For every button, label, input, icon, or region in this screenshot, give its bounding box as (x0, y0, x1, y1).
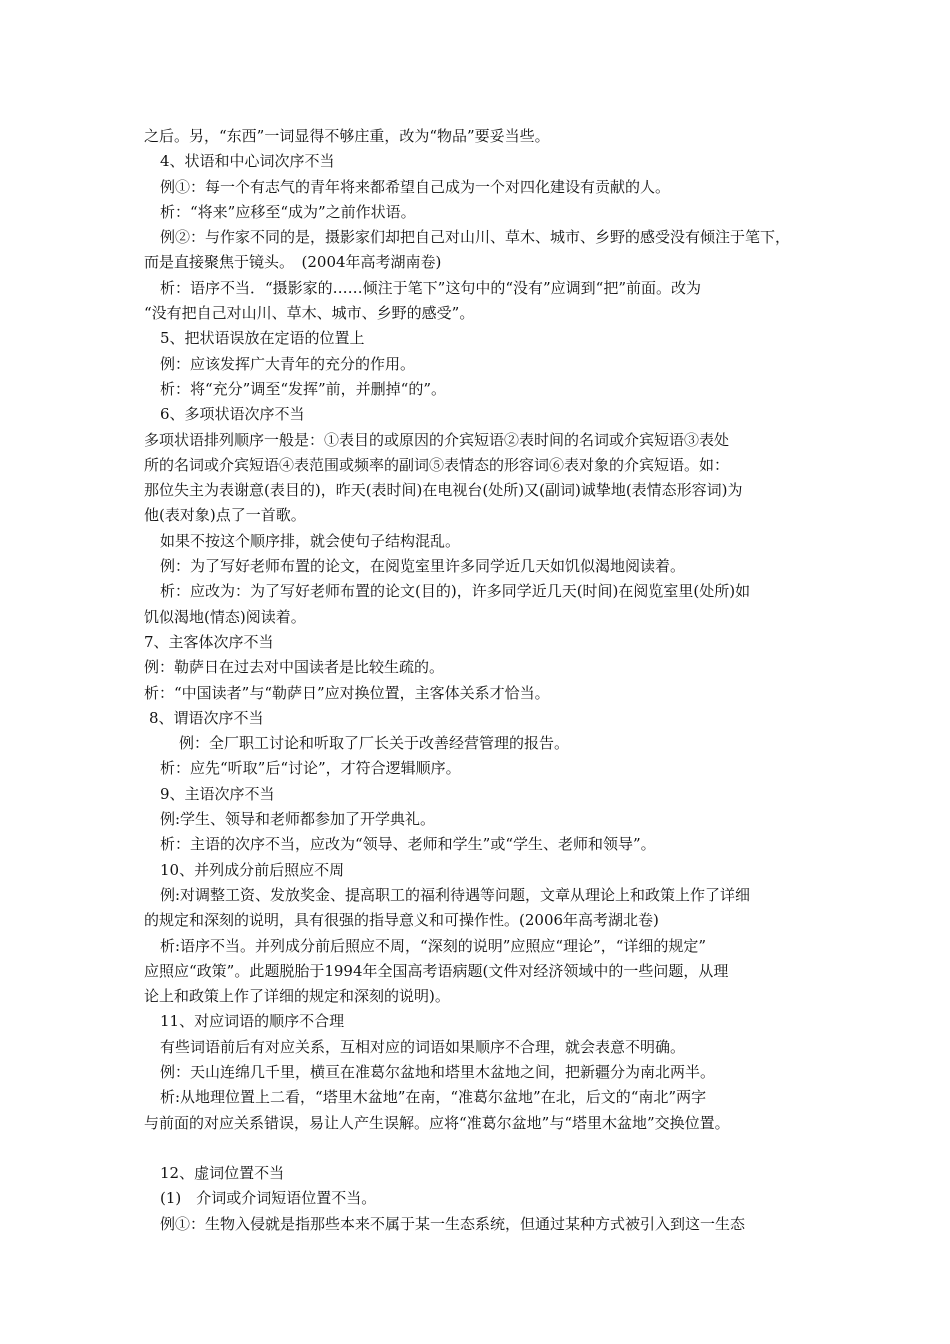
text-line: “没有把自己对山川、草木、城市、乡野的感受”。 (144, 304, 475, 323)
section-heading: 11、对应词语的顺序不合理 (160, 1012, 345, 1031)
example-line: 例：勒萨日在过去对中国读者是比较生疏的。 (144, 658, 445, 677)
text-line: 之后。另，“东西”一词显得不够庄重，改为“物品”要妥当些。 (144, 127, 550, 145)
text-line: 所的名词或介宾短语④表范围或频率的副词⑤表情态的形容词⑥表对象的介宾短语。如： (144, 455, 730, 474)
section-heading: 12、虚词位置不当 (160, 1164, 285, 1183)
text-line: 论上和政策上作了详细的规定和深刻的说明)。 (144, 987, 450, 1006)
blank-line (144, 1136, 824, 1161)
text-line: 他(表对象)点了一首歌。 (144, 506, 306, 525)
text-line: 的规定和深刻的说明，具有很强的指导意义和可操作性。(2006年高考湖北卷) (144, 911, 659, 930)
document-body (144, 124, 824, 1237)
text-line: 而是直接聚焦于镜头。 (2004年高考湖南卷) (144, 253, 442, 272)
analysis-line: 析：应先“听取”后“讨论”，才符合逻辑顺序。 (160, 759, 461, 778)
text-line: 饥似渴地(情态)阅读着。 (144, 607, 306, 626)
text-line: 多项状语排列顺序一般是：①表目的或原因的介宾短语②表时间的名词或介宾短语③表处 (144, 430, 730, 449)
text-line: 应照应“政策”。此题脱胎于1994年全国高考语病题(文件对经济领域中的一些问题，从理 (144, 961, 729, 980)
example-line: 例：天山连绵几千里，横亘在准葛尔盆地和塔里木盆地之间，把新疆分为南北两半。 (160, 1062, 716, 1081)
section-heading: 4、状语和中心词次序不当 (160, 152, 335, 171)
text-line: 有些词语前后有对应关系，互相对应的词语如果顺序不合理，就会表意不明确。 (160, 1037, 686, 1056)
analysis-line: 析：“将来”应移至“成为”之前作状语。 (160, 202, 416, 221)
example-line: 例:对调整工资、发放奖金、提高职工的福利待遇等问题，文章从理论上和政策上作了详细 (160, 885, 751, 904)
section-heading: 8、谓语次序不当 (149, 708, 264, 727)
analysis-line: 析：“中国读者”与“勒萨日”应对换位置，主客体关系才恰当。 (144, 683, 550, 702)
example-line: 例:学生、领导和老师都参加了开学典礼。 (160, 810, 436, 829)
section-heading: 7、主客体次序不当 (144, 632, 274, 651)
analysis-line: 析:从地理位置上二看，“塔里木盆地”在南，“准葛尔盆地”在北，后文的“南北”两字 (160, 1088, 707, 1107)
text-line: 与前面的对应关系错误，易让人产生误解。应将“准葛尔盆地”与“塔里木盆地”交换位置。 (144, 1113, 730, 1132)
example-line: 例：应该发挥广大青年的充分的作用。 (160, 354, 416, 373)
section-heading: 6、多项状语次序不当 (160, 405, 305, 424)
example-line: 例：为了写好老师布置的论文，在阅览室里许多同学近几天如饥似渴地阅读着。 (160, 557, 686, 576)
text-line: 如果不按这个顺序排，就会使句子结构混乱。 (160, 531, 461, 550)
analysis-line: 析：将“充分”调至“发挥”前，并删掉“的”。 (160, 379, 447, 398)
analysis-line: 析:语序不当。并列成分前后照应不周，“深刻的说明”应照应“理论”，“详细的规定” (160, 936, 707, 955)
example-line: 例①：每一个有志气的青年将来都希望自己成为一个对四化建设有贡献的人。 (160, 177, 671, 196)
text-line: 那位失主为表谢意(表目的)，昨天(表时间)在电视台(处所)又(副词)诚挚地(表情态形容词)为 (144, 481, 743, 500)
example-line: 例②：与作家不同的是，摄影家们却把自己对山川、草木、城市、乡野的感受没有倾注于笔下， (160, 228, 791, 247)
section-heading: 10、并列成分前后照应不周 (160, 860, 345, 879)
analysis-line: 析：主语的次序不当，应改为“领导、老师和学生”或“学生、老师和领导”。 (160, 835, 656, 854)
subsection-heading: (1) 介词或介词短语位置不当。 (160, 1189, 377, 1208)
section-heading: 9、主语次序不当 (160, 784, 275, 803)
example-line: 例①：生物入侵就是指那些本来不属于某一生态系统，但通过某种方式被引入到这一生态 (160, 1214, 746, 1233)
analysis-line: 析：语序不当．“摄影家的……倾注于笔下”这句中的“没有”应调到“把”前面。改为 (160, 278, 702, 297)
example-line: 例：全厂职工讨论和听取了厂长关于改善经营管理的报告。 (179, 734, 570, 753)
analysis-line: 析：应改为：为了写好老师布置的论文(目的)，许多同学近几天(时间)在阅览室里(处所)如 (160, 582, 751, 601)
section-heading: 5、把状语误放在定语的位置上 (160, 329, 365, 348)
